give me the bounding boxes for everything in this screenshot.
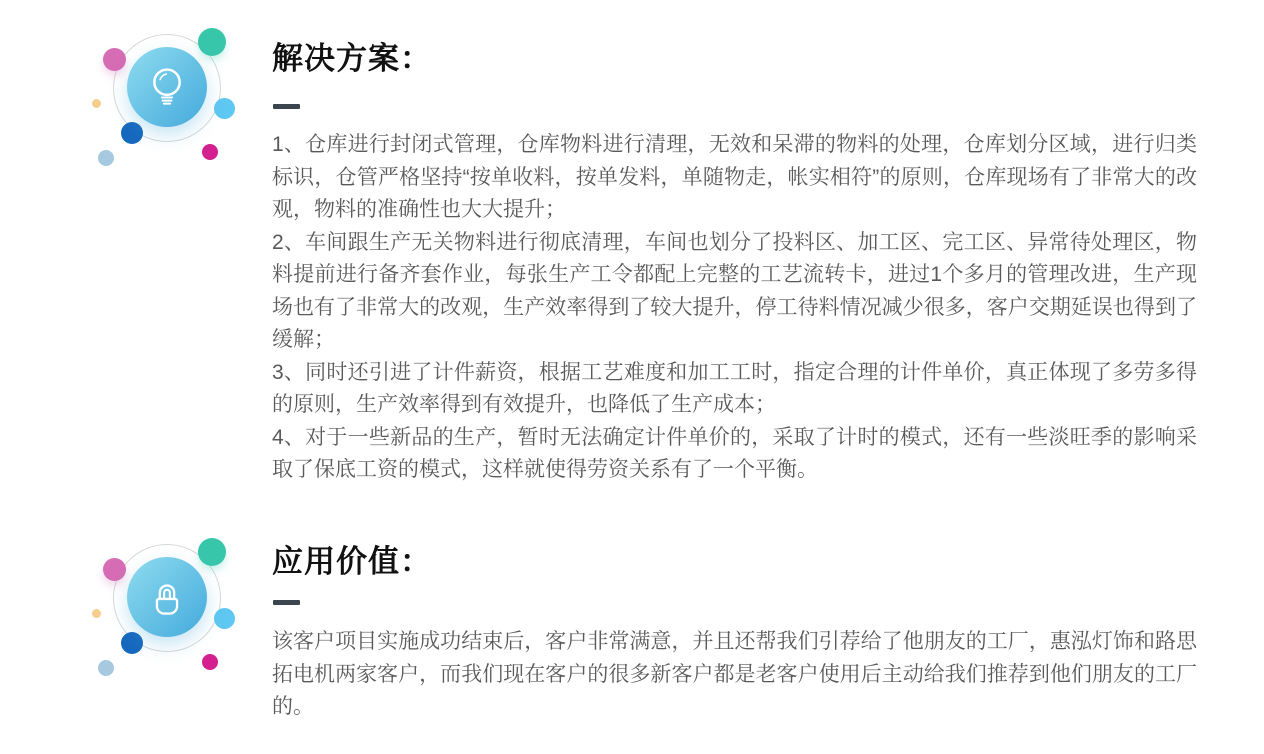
paragraph: 1、仓库进行封闭式管理，仓库物料进行清理，无效和呆滞的物料的处理，仓库划分区域，进行归类标识，仓管严格坚持“按单收料，按单发料，单随物走，帐实相符”的原则，仓库现场有了非常大的改观，物料的准确性也大大提升； <box>272 133 1197 221</box>
paragraph: 2、车间跟生产无关物料进行彻底清理，车间也划分了投料区、加工区、完工区、异常待处理区，物料提前进行备齐套作业，每张生产工令都配上完整的工艺流转卡，进过1个多月的管理改进，生产现场也有了非常大的改观，生产效率得到了较大提升，停工待料情况减少很多，客户交期延误也得到了缓解； <box>272 230 1197 351</box>
paragraph: 4、对于一些新品的生产，暂时无法确定计件单价的，采取了计时的模式，还有一些淡旺季的影响采取了保底工资的模式，这样就使得劳资关系有了一个平衡。 <box>272 425 1197 481</box>
value-icon-cluster <box>88 530 248 700</box>
solution-icon-cluster <box>88 20 248 190</box>
lightbulb-icon <box>144 64 190 110</box>
darkblue-dot <box>121 122 143 144</box>
paragraph: 该客户项目实施成功结束后，客户非常满意，并且还帮我们引荐给了他朋友的工厂，惠泓灯饰和路思拓电机两家客户，而我们现在客户的很多新客户都是老客户使用后主动给我们推荐到他们朋友的工厂的。 <box>272 630 1197 718</box>
title-underline <box>273 600 300 605</box>
section-title-solution: 解决方案： <box>272 41 432 76</box>
paragraph: 3、同时还引进了计件薪资，根据工艺难度和加工工时，指定合理的计件单价，真正体现了多劳多得的原则，生产效率得到有效提升，也降低了生产成本； <box>272 360 1197 416</box>
lock-icon <box>144 574 190 620</box>
magenta-dot <box>202 144 218 160</box>
paleblue-dot <box>98 660 114 676</box>
paleblue-dot <box>98 150 114 166</box>
solution-body <box>272 129 1197 487</box>
lightblue-dot <box>214 608 235 629</box>
magenta-dot <box>202 654 218 670</box>
yellow-dot <box>92 609 101 618</box>
value-body <box>272 626 1197 724</box>
lightblue-dot <box>214 98 235 119</box>
yellow-dot <box>92 99 101 108</box>
pink-dot <box>103 558 126 581</box>
pink-dot <box>103 48 126 71</box>
lightbulb-badge <box>127 47 207 127</box>
section-title-value: 应用价值： <box>272 544 432 579</box>
title-underline <box>273 104 300 109</box>
lock-badge <box>127 557 207 637</box>
darkblue-dot <box>121 632 143 654</box>
teal-dot <box>198 538 226 566</box>
teal-dot <box>198 28 226 56</box>
